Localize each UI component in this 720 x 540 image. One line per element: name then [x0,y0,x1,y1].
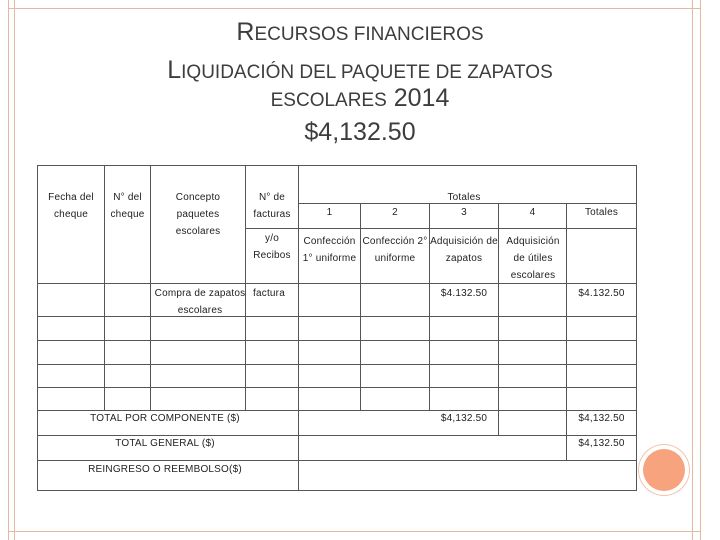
subheader-zapatos: Adquisición de zapatos [430,236,498,264]
header-concepto: Concepto paquetes escolares [175,192,221,237]
header-totales-group: Totales [447,192,481,203]
subheader-confeccion-2: Confección 2° uniforme [362,236,428,264]
header-col-totales: Totales [584,207,619,218]
title-line-2: LIQUIDACIÓN DEL PAQUETE DE ZAPATOS [167,56,553,84]
header-recibos: y/o Recibos [253,233,291,261]
header-col-2: 2 [392,207,398,218]
frame-line-right-inner [692,0,693,540]
header-col-3: 3 [461,207,467,218]
title-line-3: ESCOLARES 2014 [270,84,450,112]
total-componente-col3: $4,132.50 [440,413,488,424]
header-numero-facturas: N° de facturas [253,192,291,220]
total-general-label: TOTAL GENERAL ($) [115,438,215,449]
subheader-utiles: Adquisición de útiles escolares [506,236,560,281]
header-col-4: 4 [529,207,536,218]
total-componente-totales: $4,132.50 [578,413,625,424]
title-line-1: RECURSOS FINANCIEROS [236,18,484,46]
row-totales-value: $4.132.50 [578,288,625,299]
total-general-totales: $4,132.50 [578,438,625,449]
title-amount: $4,132.50 [304,118,416,146]
reingreso-label: REINGRESO O REEMBOLSO($) [88,464,242,475]
header-fecha-cheque: Fecha del cheque [48,192,94,220]
row-col3-value: $4.132.50 [440,288,488,299]
total-componente-label: TOTAL POR COMPONENTE ($) [90,413,240,424]
frame-line-left-outer [8,0,9,540]
row-concepto: Compra de zapatos escolares [154,288,246,316]
frame-line-right-outer [700,0,701,540]
row-facturas: factura [253,288,285,299]
frame-line-bottom [8,531,700,532]
subheader-confeccion-1: Confección 1° uniforme [302,236,357,264]
header-numero-cheque: N° del cheque [110,192,145,220]
frame-line-left-inner [14,0,15,540]
decorative-circle [643,449,685,491]
frame-line-top [8,8,700,9]
header-col-1: 1 [326,207,333,218]
